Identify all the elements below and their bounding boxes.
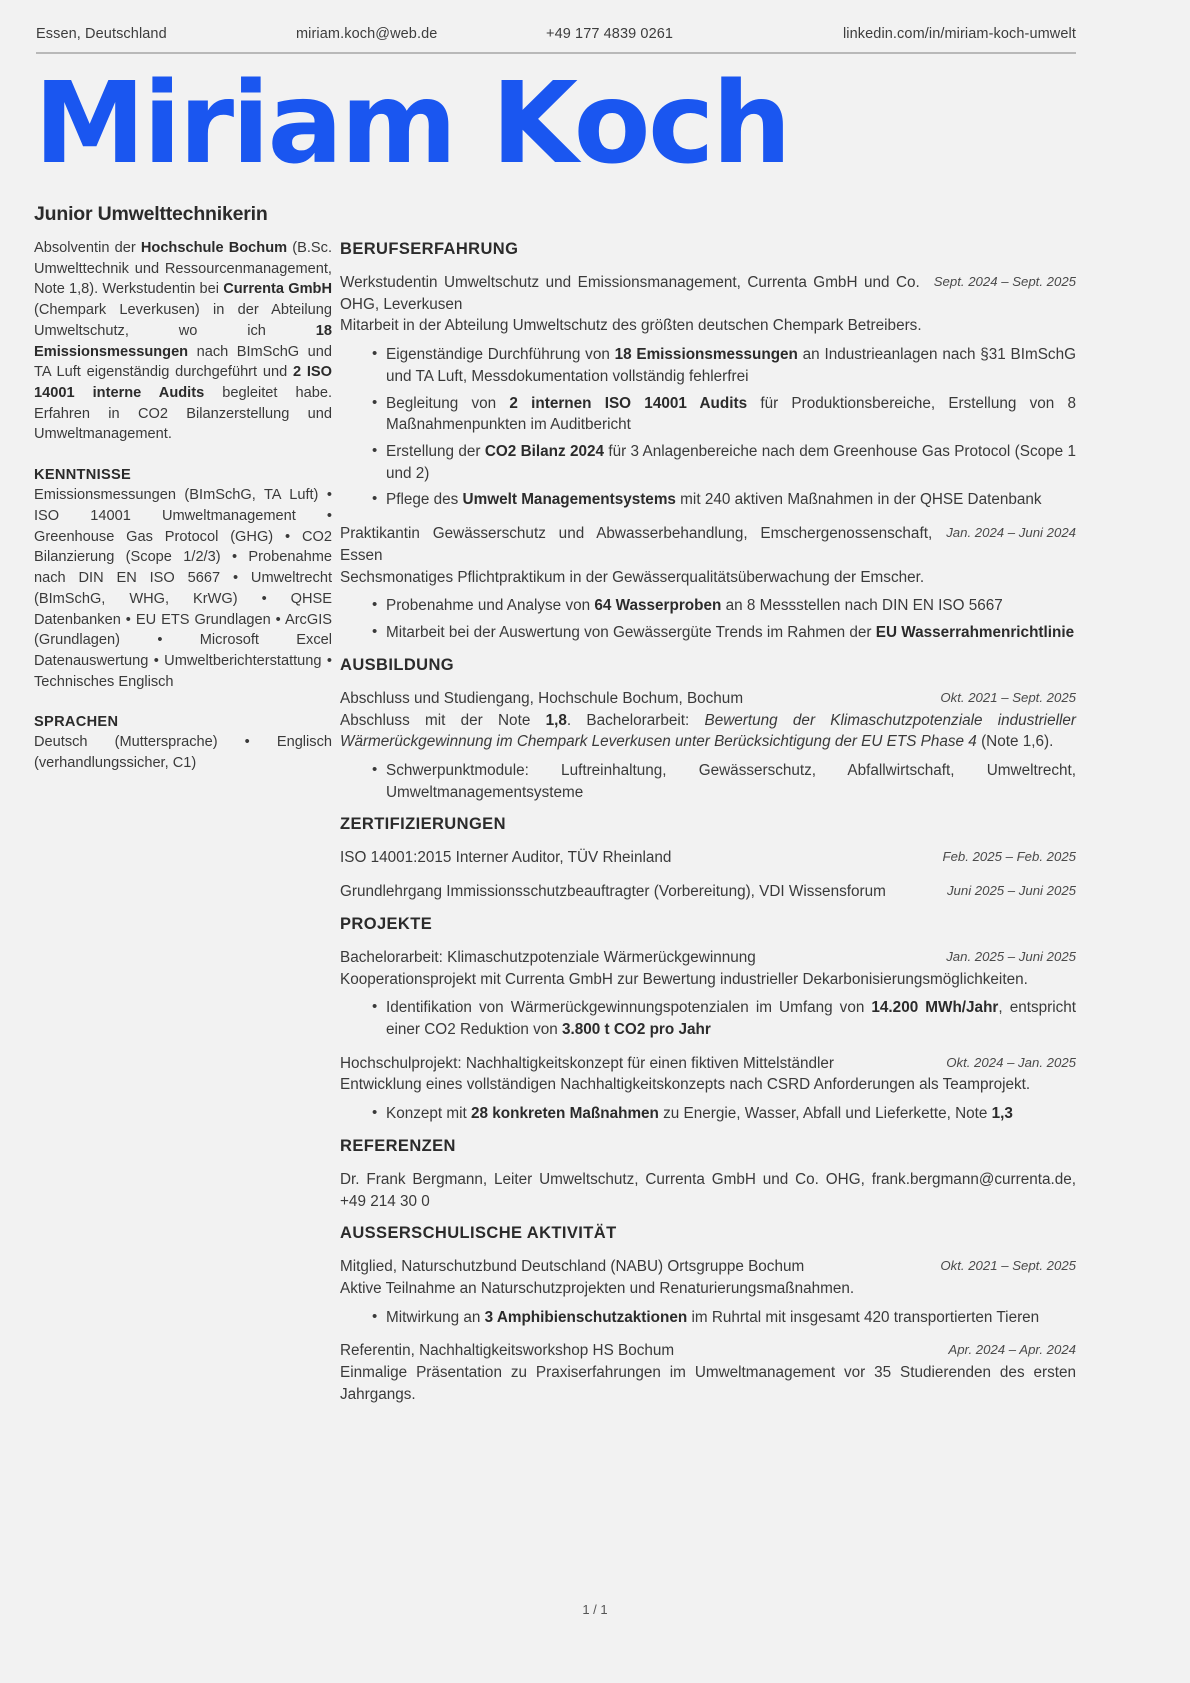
entry-date: Jan. 2025 – Juni 2025 [946, 948, 1076, 964]
section-projects [340, 915, 1076, 1125]
entry-header [340, 881, 1076, 903]
entry-header [340, 847, 1076, 869]
page-indicator: 1 / 1 [582, 1602, 608, 1617]
section-experience [340, 240, 1076, 644]
entry-title: Hochschulprojekt: Nachhaltigkeitskonzept für einen fiktiven Mittelständler [340, 1054, 834, 1072]
entry-description: Dr. Frank Bergmann, Leiter Umweltschutz, Currenta GmbH und Co. OHG, frank.bergmann@currenta.de, +49 214 30 0 [340, 1170, 1076, 1210]
page-footer [0, 1602, 1190, 1617]
bullet-item: • Begleitung von 2 internen ISO 14001 Audits für Produktionsbereiche, Erstellung von 8 Maßnahmenpunkten im Auditbericht [372, 393, 1076, 436]
bullet-item: • Probenahme und Analyse von 64 Wasserproben an 8 Messstellen nach DIN EN ISO 5667 [372, 595, 1076, 617]
education-heading: AUSBILDUNG [340, 655, 454, 674]
projects-heading: PROJEKTE [340, 914, 433, 933]
entry-date: Feb. 2025 – Feb. 2025 [942, 849, 1076, 865]
bullet-item: • Konzept mit 28 konkreten Maßnahmen zu Energie, Wasser, Abfall und Lieferkette, Note 1,3 [372, 1103, 1076, 1125]
skills-text: Emissionsmessungen (BImSchG, TA Luft) • ISO 14001 Umweltmanagement • Greenhouse Gas Protocol (GHG) • CO2 Bilanzierung (Scope 1/2/3) • Probenahme nach DIN EN ISO 5667 • Umweltrecht (BImSchG, WHG, KrWG) • QHSE Datenbanken • EU ETS Grundlagen • ArcGIS (Grundlagen) • Microsoft Excel Datenauswertung • Umweltberichterstattung • Technisches Englisch [34, 487, 332, 690]
entry-header [340, 1256, 1076, 1278]
contact-location: Essen, Deutschland [36, 26, 167, 42]
bullet-item: • Erstellung der CO2 Bilanz 2024 für 3 Anlagenbereiche nach dem Greenhouse Gas Protocol (Scope 1 und 2) [372, 441, 1076, 484]
entry-date: Okt. 2021 – Sept. 2025 [940, 689, 1076, 705]
entry-title: Praktikantin Gewässerschutz und Abwasserbehandlung, Emschergenossenschaft, Essen [340, 525, 933, 564]
entry-bullets [340, 595, 1076, 643]
entry-title: Werkstudentin Umweltschutz und Emissionsmanagement, Currenta GmbH und Co. OHG, Leverkusen [340, 274, 920, 313]
contact-bar [36, 26, 1076, 42]
entry-date: Okt. 2021 – Sept. 2025 [940, 1258, 1076, 1274]
entry-title: Mitglied, Naturschutzbund Deutschland (NABU) Ortsgruppe Bochum [340, 1258, 805, 1276]
contact-email[interactable]: miriam.koch@web.de [296, 26, 438, 42]
entry-bullets [340, 344, 1076, 511]
section-references [340, 1137, 1076, 1212]
entry [340, 1169, 1076, 1212]
references-heading: REFERENZEN [340, 1136, 456, 1155]
entry [340, 947, 1076, 1041]
bullet-item: • Identifikation von Wärmerückgewinnungspotenzialen im Umfang von 14.200 MWh/Jahr, entspricht einer CO2 Reduktion von 3.800 t CO2 pro Jahr [372, 997, 1076, 1040]
entry-date: Sept. 2024 – Sept. 2025 [933, 274, 1076, 289]
candidate-name: Miriam Koch [34, 59, 790, 189]
entry-bullets [340, 1103, 1076, 1125]
entry-header [340, 1340, 1076, 1362]
entry [340, 1256, 1076, 1328]
entry [340, 1053, 1076, 1125]
bullet-item: • Schwerpunktmodule: Luftreinhaltung, Gewässerschutz, Abfallwirtschaft, Umweltrecht, Umweltmanagementsysteme [372, 760, 1076, 803]
entry [340, 272, 1076, 511]
entry-description: Entwicklung eines vollständigen Nachhaltigkeitskonzepts nach CSRD Anforderungen als Teamprojekt. [340, 1076, 1031, 1094]
entry-title: Grundlehrgang Immissionsschutzbeauftragter (Vorbereitung), VDI Wissensforum [340, 883, 886, 901]
entry-header [340, 947, 1076, 969]
entry-header [340, 1053, 1076, 1075]
certifications-heading: ZERTIFIZIERUNGEN [340, 815, 506, 834]
entry-title: Abschluss und Studiengang, Hochschule Bochum, Bochum [340, 689, 744, 707]
profile-summary: Absolventin der Hochschule Bochum (B.Sc. Umwelttechnik und Ressourcenmanagement, Note 1,8). Werkstudentin bei Currenta GmbH (Chempark Leverkusen) in der Abteilung Umweltschutz, wo ich 18 Emissionsmessungen nach BImSchG und TA Luft eigenständig durchgeführt und 2 ISO 14001 interne Audits begleitet habe. Erfahren in CO2 Bilanzerstellung und Umweltmanagement. [34, 240, 333, 443]
contact-phone[interactable]: +49 177 4839 0261 [546, 26, 674, 42]
entry-description: Aktive Teilnahme an Naturschutzprojekten und Renaturierungsmaßnahmen. [340, 1280, 855, 1297]
name-block [34, 59, 1114, 189]
entry-date: Okt. 2024 – Jan. 2025 [946, 1054, 1076, 1070]
section-certifications [340, 815, 1076, 902]
bullet-item: • Mitarbeit bei der Auswertung von Gewässergüte Trends im Rahmen der EU Wasserrahmenrichtlinie [372, 622, 1076, 644]
contact-linkedin[interactable]: linkedin.com/in/miriam-koch-umwelt [842, 26, 1076, 42]
main-column [340, 240, 1076, 1418]
entry-date: Jan. 2024 – Juni 2024 [946, 525, 1076, 541]
header-divider [36, 52, 1076, 54]
entry-date: Juni 2025 – Juni 2025 [946, 883, 1076, 899]
entry-title: Bachelorarbeit: Klimaschutzpotenziale Wärmerückgewinnung [340, 948, 756, 966]
languages-heading: SPRACHEN [34, 714, 119, 731]
entry-header [340, 523, 1076, 566]
bullet-item: • Mitwirkung an 3 Amphibienschutzaktionen im Ruhrtal mit insgesamt 420 transportierten Tieren [372, 1307, 1076, 1329]
entry-description: Kooperationsprojekt mit Currenta GmbH zur Bewertung industrieller Dekarbonisierungsmöglichkeiten. [340, 970, 1028, 988]
experience-heading: BERUFSERFAHRUNG [340, 240, 519, 258]
entry-title: ISO 14001:2015 Interner Auditor, TÜV Rheinland [340, 849, 672, 867]
job-title: Junior Umwelttechnikerin [34, 203, 268, 225]
entry-bullets [340, 997, 1076, 1040]
bullet-item: • Eigenständige Durchführung von 18 Emissionsmessungen an Industrieanlagen nach §31 BImSchG und TA Luft, Messdokumentation vollständig fehlerfrei [372, 344, 1076, 387]
entry-description: Abschluss mit der Note 1,8. Bachelorarbeit: Bewertung der Klimaschutzpotenziale industrieller Wärmerückgewinnung im Chempark Leverkusen unter Berücksichtigung der EU ETS Phase 4 (Note 1,6). [340, 711, 1076, 751]
sidebar [34, 203, 332, 774]
entry [340, 688, 1076, 804]
entry-description: Mitarbeit in der Abteilung Umweltschutz des größten deutschen Chempark Betreibers. [340, 317, 922, 335]
entry-description: Einmalige Präsentation zu Praxiserfahrungen im Umweltmanagement vor 35 Studierenden des ersten Jahrgangs. [340, 1364, 1076, 1403]
bullet-item: • Pflege des Umwelt Managementsystems mit 240 aktiven Maßnahmen in der QHSE Datenbank [372, 489, 1076, 511]
section-education [340, 656, 1076, 804]
entry-description: Sechsmonatiges Pflichtpraktikum in der Gewässerqualitätsüberwachung der Emscher. [340, 568, 925, 586]
entry-title: Referentin, Nachhaltigkeitsworkshop HS Bochum [340, 1342, 675, 1360]
entry [340, 1340, 1076, 1405]
skills-heading: KENNTNISSE [34, 467, 132, 484]
entry-bullets [340, 760, 1076, 803]
entry [340, 523, 1076, 644]
languages-text: Deutsch (Muttersprache) • Englisch (verhandlungssicher, C1) [34, 734, 332, 772]
entry [340, 847, 1076, 869]
entry-bullets [340, 1307, 1076, 1329]
entry [340, 881, 1076, 903]
extracurricular-heading: AUSSERSCHULISCHE AKTIVITÄT [340, 1224, 617, 1243]
entry-date: Apr. 2024 – Apr. 2024 [948, 1342, 1076, 1358]
entry-header [340, 272, 1076, 315]
section-extracurricular [340, 1224, 1076, 1405]
entry-header [340, 688, 1076, 710]
